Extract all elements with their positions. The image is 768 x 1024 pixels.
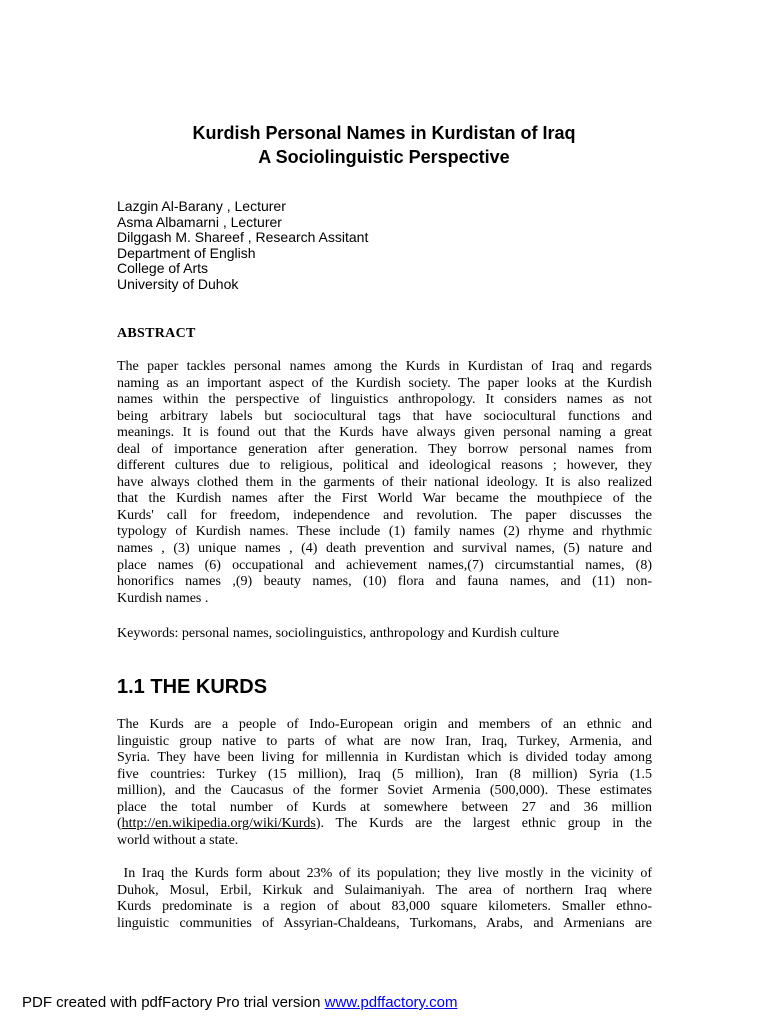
body-line: In Iraq the Kurds form about 23% of its population; they live mostly in the vicinity of: [117, 866, 652, 881]
author-line: Asma Albamarni , Lecturer: [117, 213, 282, 230]
section-paragraph-1: [117, 717, 652, 849]
author-line: Dilggash M. Shareef , Research Assitant: [117, 229, 369, 245]
footer-text: PDF created with pdfFactory Pro trial version: [22, 994, 325, 1011]
pdf-footer: [22, 994, 457, 1011]
abstract-line: Kurdish names .: [117, 590, 209, 606]
abstract-line: different cultures due to religious, political and ideological reasons ; however, they: [117, 458, 652, 474]
body-line: five countries: Turkey (15 million), Iraq (5 million), Iran (8 million) Syria (1.5: [117, 766, 652, 782]
affiliation-line: College of Arts: [117, 260, 209, 276]
keywords-line: Keywords: personal names, sociolinguistics, anthropology and Kurdish culture: [117, 626, 560, 641]
abstract-line: The paper tackles personal names among the Kurds in Kurdistan of Iraq and regards: [117, 359, 652, 374]
abstract-line: being arbitrary labels but sociocultural tags that have sociocultural functions and: [117, 408, 652, 424]
body-line: Kurds predominate is a region of about 83,000 square kilometers. Smaller ethno-: [117, 899, 652, 915]
wikipedia-link[interactable]: http://en.wikipedia.org/wiki/Kurds: [121, 816, 316, 832]
body-line-with-link: [117, 816, 652, 833]
paper-title: [0, 121, 768, 169]
body-line: world without a state.: [117, 832, 239, 848]
author-line: Lazgin Al-Barany , Lecturer: [117, 198, 286, 214]
body-line: place the total number of Kurds at somewhere between 27 and 36 million: [117, 799, 652, 815]
abstract-line: Kurds' call for freedom, independence and revolution. The paper discusses the: [117, 507, 652, 523]
abstract-line: have always clothed them in the garments of their national ideology. It is also realized: [117, 474, 652, 490]
abstract-line: names , (3) unique names , (4) death prevention and survival names, (5) nature and: [117, 541, 652, 557]
body-line: The Kurds are a people of Indo-European origin and members of an ethnic and: [117, 717, 652, 732]
author-block: [117, 199, 368, 292]
body-line: Syria. They have been living for millennia in Kurdistan which is divided today among: [117, 750, 652, 766]
abstract-paragraph: [117, 359, 652, 607]
title-line-2: A Sociolinguistic Perspective: [258, 147, 510, 167]
abstract-line: honorifics names ,(9) beauty names, (10) flora and fauna names, and (11) non-: [117, 574, 652, 590]
abstract-line: typology of Kurdish names. These include (1) family names (2) rhyme and rhythmic: [117, 524, 652, 540]
pdffactory-link[interactable]: www.pdffactory.com: [324, 994, 458, 1011]
body-line: million), and the Caucasus of the former Soviet Armenia (500,000). These estimates: [117, 783, 652, 799]
body-line: linguistic group native to parts of what are now Iran, Iraq, Turkey, Armenia, and: [117, 733, 652, 749]
body-line: linguistic communities of Assyrian-Chaldeans, Turkomans, Arabs, and Armenians are: [117, 915, 652, 931]
paren-open: (: [117, 816, 122, 832]
section-heading: 1.1 THE KURDS: [117, 676, 268, 698]
abstract-line: meanings. It is found out that the Kurds have always given personal naming a great: [117, 425, 652, 441]
abstract-line: place names (6) occupational and achievement names,(7) circumstantial names, (8): [117, 557, 652, 573]
affiliation-line: University of Duhok: [117, 275, 239, 292]
abstract-line: that the Kurdish names after the First World War became the mouthpiece of the: [117, 491, 652, 507]
abstract-heading: ABSTRACT: [117, 326, 196, 341]
title-line-1: Kurdish Personal Names in Kurdistan of Iraq: [192, 123, 576, 143]
affiliation-line: Department of English: [117, 244, 256, 261]
abstract-line: deal of importance generation after generation. They borrow personal names from: [117, 441, 652, 457]
abstract-line: naming as an important aspect of the Kurdish society. The paper looks at the Kurdish: [117, 375, 652, 391]
body-line: Duhok, Mosul, Erbil, Kirkuk and Sulaimaniyah. The area of northern Iraq where: [117, 882, 652, 898]
abstract-line: names within the perspective of linguistics anthropology. It considers names as not: [117, 392, 652, 408]
section-paragraph-2: [117, 866, 652, 932]
link-line-rest: ). The Kurds are the largest ethnic group in the: [315, 816, 652, 832]
